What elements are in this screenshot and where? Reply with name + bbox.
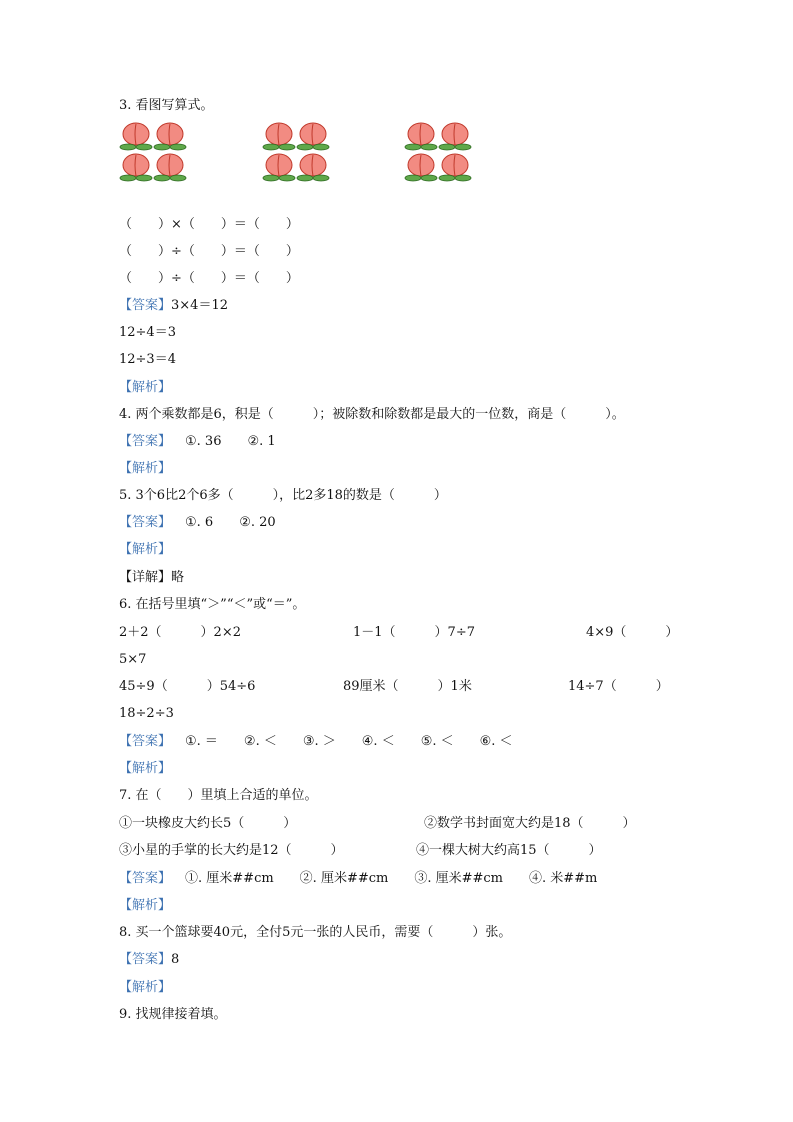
answer-text: ①. 36 ②. 1 <box>185 434 276 449</box>
peach-icon <box>296 152 330 182</box>
peach-icon <box>153 121 187 151</box>
answer-label: 【答案】 <box>119 434 172 449</box>
answer-label: 【答案】 <box>119 871 172 886</box>
q3-analysis: 【解析】 <box>119 380 172 395</box>
peach-icon <box>296 121 330 151</box>
q8-analysis: 【解析】 <box>119 980 172 995</box>
q6-item-5: 89厘米（ ）1米 <box>343 679 472 694</box>
answer-label: 【答案】 <box>119 515 172 530</box>
q8-title: 8. 买一个篮球要40元，全付5元一张的人民币，需要（ ）张。 <box>119 925 512 940</box>
q5-analysis: 【解析】 <box>119 542 172 557</box>
peach-icon <box>404 152 438 182</box>
q6-answer <box>119 734 513 750</box>
q3-answer-line-3: 12÷3＝4 <box>119 352 176 367</box>
q6-item-1: 2＋2（ ）2×2 <box>119 625 241 640</box>
q3-answer-line-2: 12÷4＝3 <box>119 325 176 340</box>
answer-label: 【答案】 <box>119 298 172 313</box>
q3-blank-divide-1: （ ）÷（ ）＝（ ） <box>119 244 299 259</box>
peach-group-1 <box>119 121 189 183</box>
peach-group-2 <box>262 121 332 183</box>
peach-icon <box>438 121 472 151</box>
answer-text: 3×4＝12 <box>171 298 228 313</box>
q7-item-1: ①一块橡皮大约长5（ ） <box>119 816 297 831</box>
answer-label: 【答案】 <box>119 734 172 749</box>
peach-icon <box>438 152 472 182</box>
q3-blank-multiply: （ ）×（ ）＝（ ） <box>119 217 299 232</box>
peach-group-3 <box>404 121 474 183</box>
q5-answer <box>119 515 276 531</box>
q3-answer <box>119 298 228 314</box>
answer-text: ①. ＝ ②. ＜ ③. ＞ ④. ＜ ⑤. ＜ ⑥. ＜ <box>185 734 513 749</box>
q7-item-3: ③小星的手掌的长大约是12（ ） <box>119 843 344 858</box>
q6-item-6: 14÷7（ ） <box>568 679 669 694</box>
answer-text: ①. 6 ②. 20 <box>185 515 276 530</box>
q6-analysis: 【解析】 <box>119 761 172 776</box>
q7-title: 7. 在（ ）里填上合适的单位。 <box>119 788 318 803</box>
q6-item-4: 45÷9（ ）54÷6 <box>119 679 256 694</box>
q6-item-3-wrap: 5×7 <box>119 652 147 667</box>
peach-icon <box>404 121 438 151</box>
q3-blank-divide-2: （ ）÷（ ）＝（ ） <box>119 271 299 286</box>
peach-icon <box>262 152 296 182</box>
q6-item-2: 1－1（ ）7÷7 <box>353 625 475 640</box>
q7-item-4: ④一棵大树大约高15（ ） <box>416 843 602 858</box>
q4-analysis: 【解析】 <box>119 461 172 476</box>
q5-title: 5. 3个6比2个6多（ ），比2多18的数是（ ） <box>119 488 447 503</box>
q9-title: 9. 找规律接着填。 <box>119 1007 227 1022</box>
peach-icon <box>119 152 153 182</box>
answer-text: 8 <box>171 952 180 967</box>
peach-icon <box>119 121 153 151</box>
q3-title: 3. 看图写算式。 <box>119 98 214 113</box>
q8-answer <box>119 952 179 968</box>
q4-title: 4. 两个乘数都是6，积是（ ）；被除数和除数都是最大的一位数，商是（ ）。 <box>119 407 625 422</box>
q6-item-6-wrap: 18÷2÷3 <box>119 706 174 721</box>
q5-detail: 【详解】略 <box>119 570 185 585</box>
q6-title: 6. 在括号里填“＞”“＜”或“＝”。 <box>119 597 306 612</box>
answer-text: ①. 厘米##cm ②. 厘米##cm ③. 厘米##cm ④. 米##m <box>185 871 598 886</box>
peach-icon <box>262 121 296 151</box>
q7-item-2: ②数学书封面宽大约是18（ ） <box>424 816 636 831</box>
q7-analysis: 【解析】 <box>119 898 172 913</box>
peach-icon <box>153 152 187 182</box>
q6-item-3: 4×9（ ） <box>586 625 679 640</box>
answer-label: 【答案】 <box>119 952 172 967</box>
q7-answer <box>119 871 597 887</box>
q4-answer <box>119 434 276 450</box>
